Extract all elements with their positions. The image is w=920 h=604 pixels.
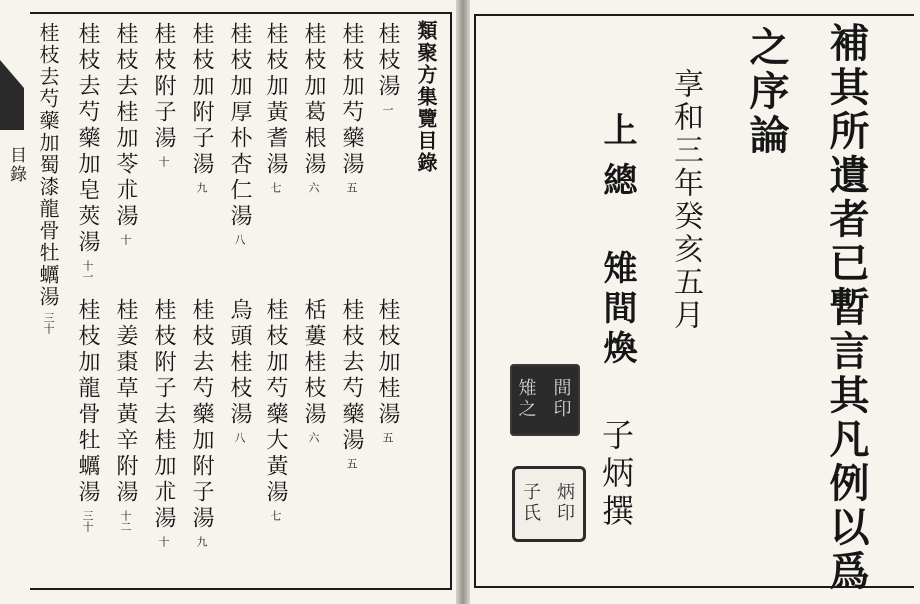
toc-item: 桂枝加龍骨牡蠣湯三十: [75, 298, 100, 532]
toc-title: 類聚方集覽目錄: [414, 20, 438, 174]
toc-item: 桂枝加厚朴杏仁湯八: [227, 22, 252, 245]
book-gutter: [456, 0, 470, 604]
toc-item: 桂枝去芍藥加蜀漆龍骨牡蠣湯三十: [36, 22, 60, 334]
toc-item: 桂枝加葛根湯六: [301, 22, 326, 193]
toc-item: 桂枝加芍藥湯五: [339, 22, 364, 193]
toc-item: 栝蔞桂枝湯六: [301, 298, 326, 443]
toc-item: 桂枝去桂加苓朮湯十: [113, 22, 138, 245]
toc-item: 桂枝加芍藥大黃湯七: [263, 298, 288, 521]
toc-item: 桂枝去芍藥加附子湯九: [189, 298, 214, 547]
author-seal-dark: 雉 間 之 印: [510, 364, 580, 436]
toc-item: 桂枝附子去桂加朮湯十: [151, 298, 176, 547]
toc-item: 桂枝加黃耆湯七: [263, 22, 288, 193]
toc-item: 桂姜棗草黃辛附湯十二: [113, 298, 138, 532]
author-name: 雉間煥: [597, 250, 637, 370]
toc-item: 桂枝去芍藥加皂莢湯十一: [75, 22, 100, 282]
page-edge-shadow: [0, 60, 24, 130]
toc-item: 桂枝湯一: [375, 22, 400, 115]
toc-item: 桂枝加桂湯五: [375, 298, 400, 443]
spine-label: 目錄: [6, 146, 26, 184]
toc-item: 桂枝附子湯十: [151, 22, 176, 167]
preface-line: 補其所遺者已暫言其凡例以爲: [823, 22, 870, 594]
author-seal-light: 子 炳 氏 印: [512, 466, 586, 542]
author-signature: 子炳撰: [597, 418, 635, 532]
toc-item: 桂枝去芍藥湯五: [339, 298, 364, 469]
preface-date: 享和三年癸亥五月: [668, 68, 703, 332]
toc-item: 桂枝加附子湯九: [189, 22, 214, 193]
preface-place: 上總: [597, 112, 637, 212]
toc-item: 烏頭桂枝湯八: [227, 298, 252, 443]
preface-line: 之序論: [743, 26, 790, 158]
